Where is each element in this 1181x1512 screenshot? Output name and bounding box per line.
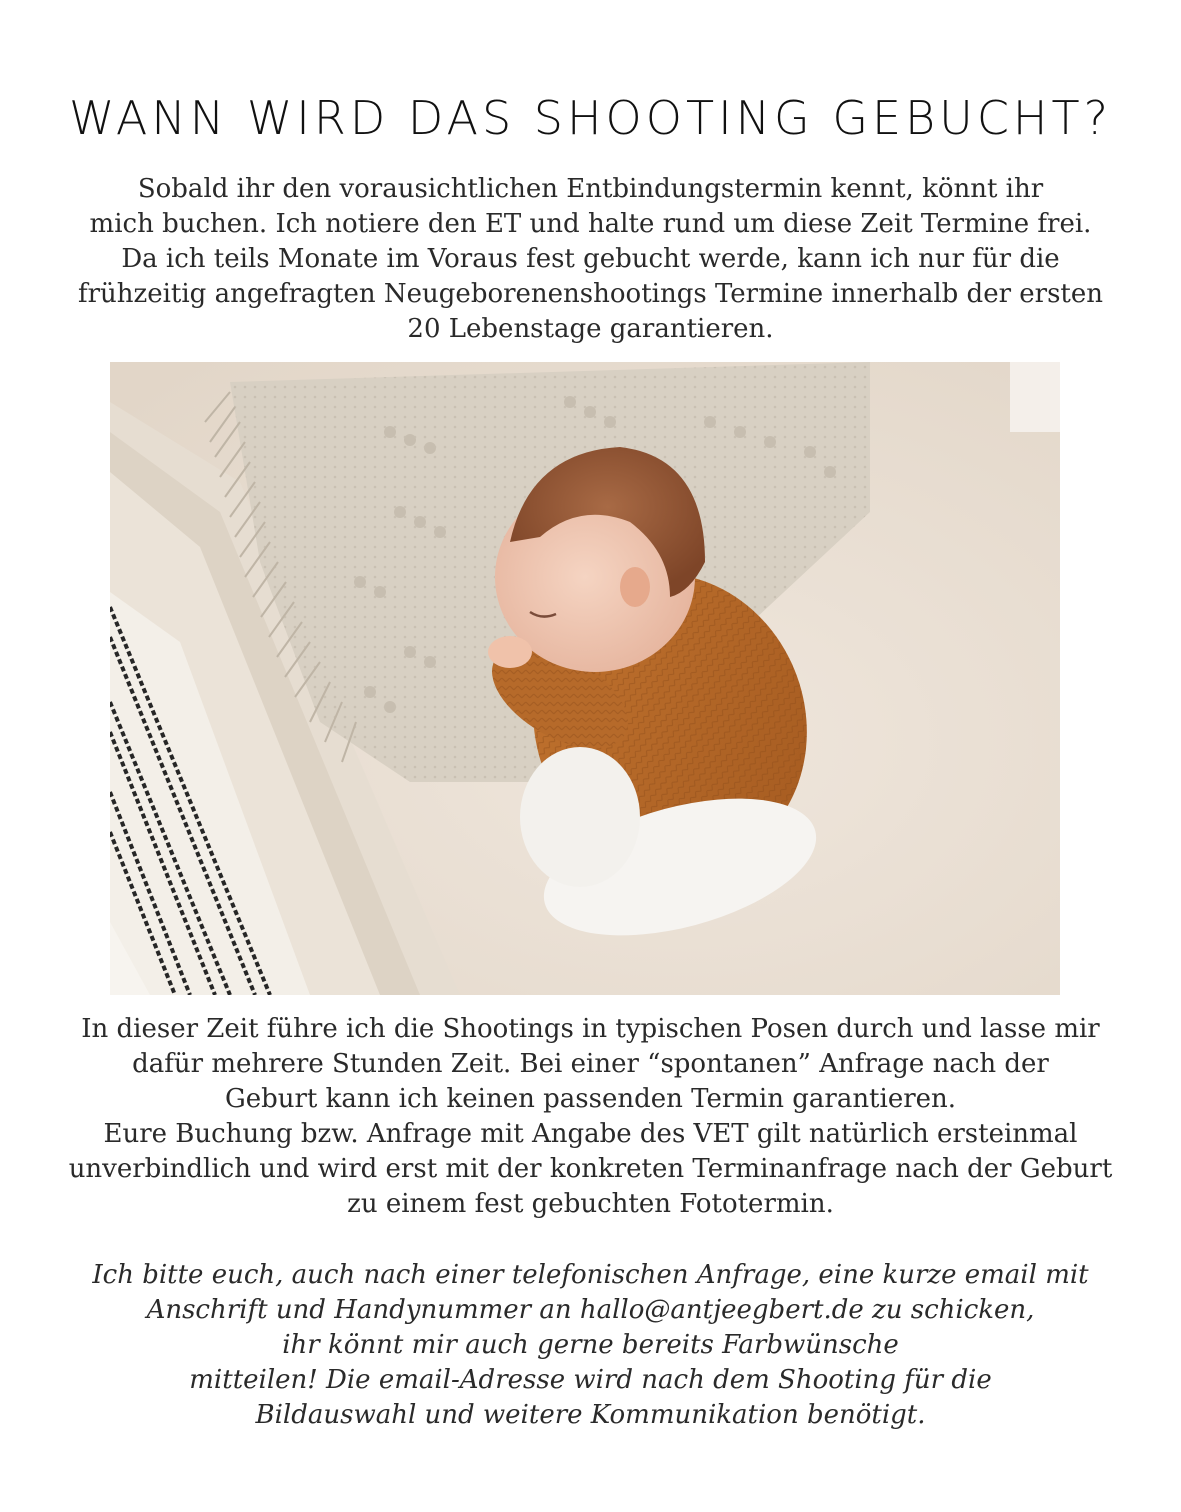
note-line: Anschrift und Handynummer an hallo@antjeegbert.de zu schicken, — [146, 1295, 1035, 1325]
intro-line: Sobald ihr den vorausichtlichen Entbindungstermin kennt, könnt ihr — [137, 174, 1044, 204]
body-line: dafür mehrere Stunden Zeit. Bei einer “spontanen” Anfrage nach der — [132, 1049, 1049, 1079]
email-note-paragraph — [20, 1258, 1161, 1433]
note-line: ihr könnt mir auch gerne bereits Farbwünsche — [282, 1330, 899, 1360]
page-title: WANN WIRD DAS SHOOTING GEBUCHT? — [68, 91, 1113, 145]
note-line: mitteilen! Die email-Adresse wird nach dem Shooting für die — [189, 1365, 992, 1395]
intro-line: frühzeitig angefragten Neugeborenenshootings Termine innerhalb der ersten — [77, 279, 1104, 309]
intro-paragraph — [20, 172, 1161, 347]
intro-line: 20 Lebenstage garantieren. — [407, 314, 774, 344]
body-line: Eure Buchung bzw. Anfrage mit Angabe des VET gilt natürlich ersteinmal — [103, 1119, 1078, 1149]
intro-line: Da ich teils Monate im Voraus fest gebucht werde, kann ich nur für die — [121, 244, 1060, 274]
body-paragraph — [20, 1012, 1161, 1222]
body-line: Geburt kann ich keinen passenden Termin garantieren. — [224, 1084, 957, 1114]
body-line: In dieser Zeit führe ich die Shootings in typischen Posen durch und lasse mir — [81, 1014, 1100, 1044]
intro-line: mich buchen. Ich notiere den ET und halte rund um diese Zeit Termine frei. — [89, 209, 1092, 239]
note-line: Bildauswahl und weitere Kommunikation benötigt. — [255, 1400, 926, 1430]
body-line: zu einem fest gebuchten Fototermin. — [347, 1189, 834, 1219]
note-line: Ich bitte euch, auch nach einer telefonischen Anfrage, eine kurze email mit — [92, 1260, 1089, 1290]
newborn-photo — [110, 362, 1060, 995]
newborn-photo-illustration — [110, 362, 1060, 995]
body-line: unverbindlich und wird erst mit der konkreten Terminanfrage nach der Geburt — [68, 1154, 1113, 1184]
